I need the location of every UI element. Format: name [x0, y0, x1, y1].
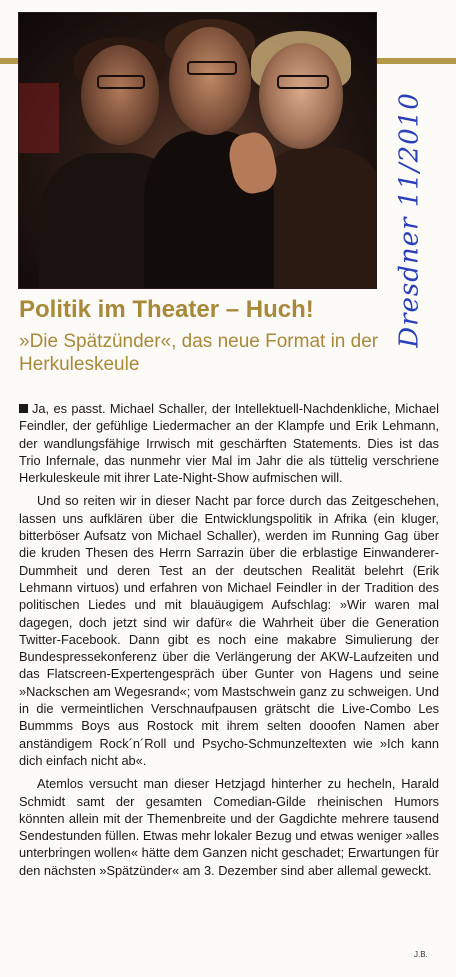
trio-photo [18, 12, 377, 289]
square-bullet-icon [19, 404, 28, 413]
photo-background-red [19, 83, 59, 153]
article-body [19, 400, 439, 885]
handwritten-note-text: Dresdner 11/2010 [395, 92, 426, 348]
photo-person-center-face [169, 27, 251, 135]
photo-glasses-center [187, 61, 237, 75]
article-headline: Politik im Theater – Huch! [19, 296, 314, 323]
photo-glasses-right [277, 75, 329, 89]
article-paragraph-3: Atemlos versucht man dieser Hetzjagd hinterher zu hecheln, Harald Schmidt samt der gesamten Comedian-Gilde rheinischen Humors könnten allein mit der Themenbreite und der Gagdichte mehrere tausend Sendestunden füllen. Etwas mehr lokaler Bezug und etwas weniger »alles unterbringen wollen« hätte dem Ganzen nicht geschadet; Erwartungen für den nächsten »Spätzünder« am 3. Dezember sind aber allemal geweckt. [19, 776, 439, 878]
photo-person-left-face [81, 45, 159, 145]
article-paragraph-1-text: Ja, es passt. Michael Schaller, der Intellektuell-Nachdenkliche, Michael Feindler, der gefühlige Liedermacher an der Klampfe und Erik Lehmann, der wandlungsfähige Irrwisch mit geschärften Statements. Dies ist das Trio Infernale, das nunmehr vier Mal im Jahr die als tüttelig verschriene Herkuleskeule mit ihrer Late-Night-Show aufmischen will. [19, 401, 439, 486]
photo-glasses-left [97, 75, 145, 89]
handwritten-source-note [385, 90, 435, 350]
author-initials: J.B. [414, 950, 428, 959]
article-subheadline: »Die Spätzünder«, das neue Format in der Herkuleskeule [19, 331, 379, 375]
article-paragraph-2: Und so reiten wir in dieser Nacht par force durch das Zeitgeschehen, lassen uns aufklären über die Entwicklungspolitik in Afrika (ein kluger, bitterböser Aufsatz von Michael Schaller), werden im Running Gag über die kruden Thesen des Herrn Sarrazin über die erblastige Einwanderer-Dummheit und deren Test an der deutschen Realität belehrt (Erik Lehmann virtuos) und erfahren von Michael Feindler in der Tradition des politischen Liedes und mit blauäugigem Aufschlag: »Wir waren mal dagegen, doch jetzt sind wir dafür« die Wahrheit über die Generation Twitter-Facebook. Dann gibt es noch eine makabre Simulierung der Bundespressekonferenz über die Verlängerung der AKW-Laufzeiten und das Flatscreen-Expertengespräch über Gunter von Hagens und seine »Nackschen am Wegesrand«; vom Mastschwein ganz zu schweigen. Und in die vermeintlichen Verschnaufpausen grätscht die Live-Combo Les Bummms Boys aus Rostock mit ihrem selten dooofen Namen aber anständigem Rock´n´Roll und Psycho-Schmunzeltexten wie »Ich kann dich einfach nicht ab«. [19, 493, 439, 768]
photo-person-right-face [259, 43, 343, 149]
article-paragraph-1 [19, 400, 439, 486]
